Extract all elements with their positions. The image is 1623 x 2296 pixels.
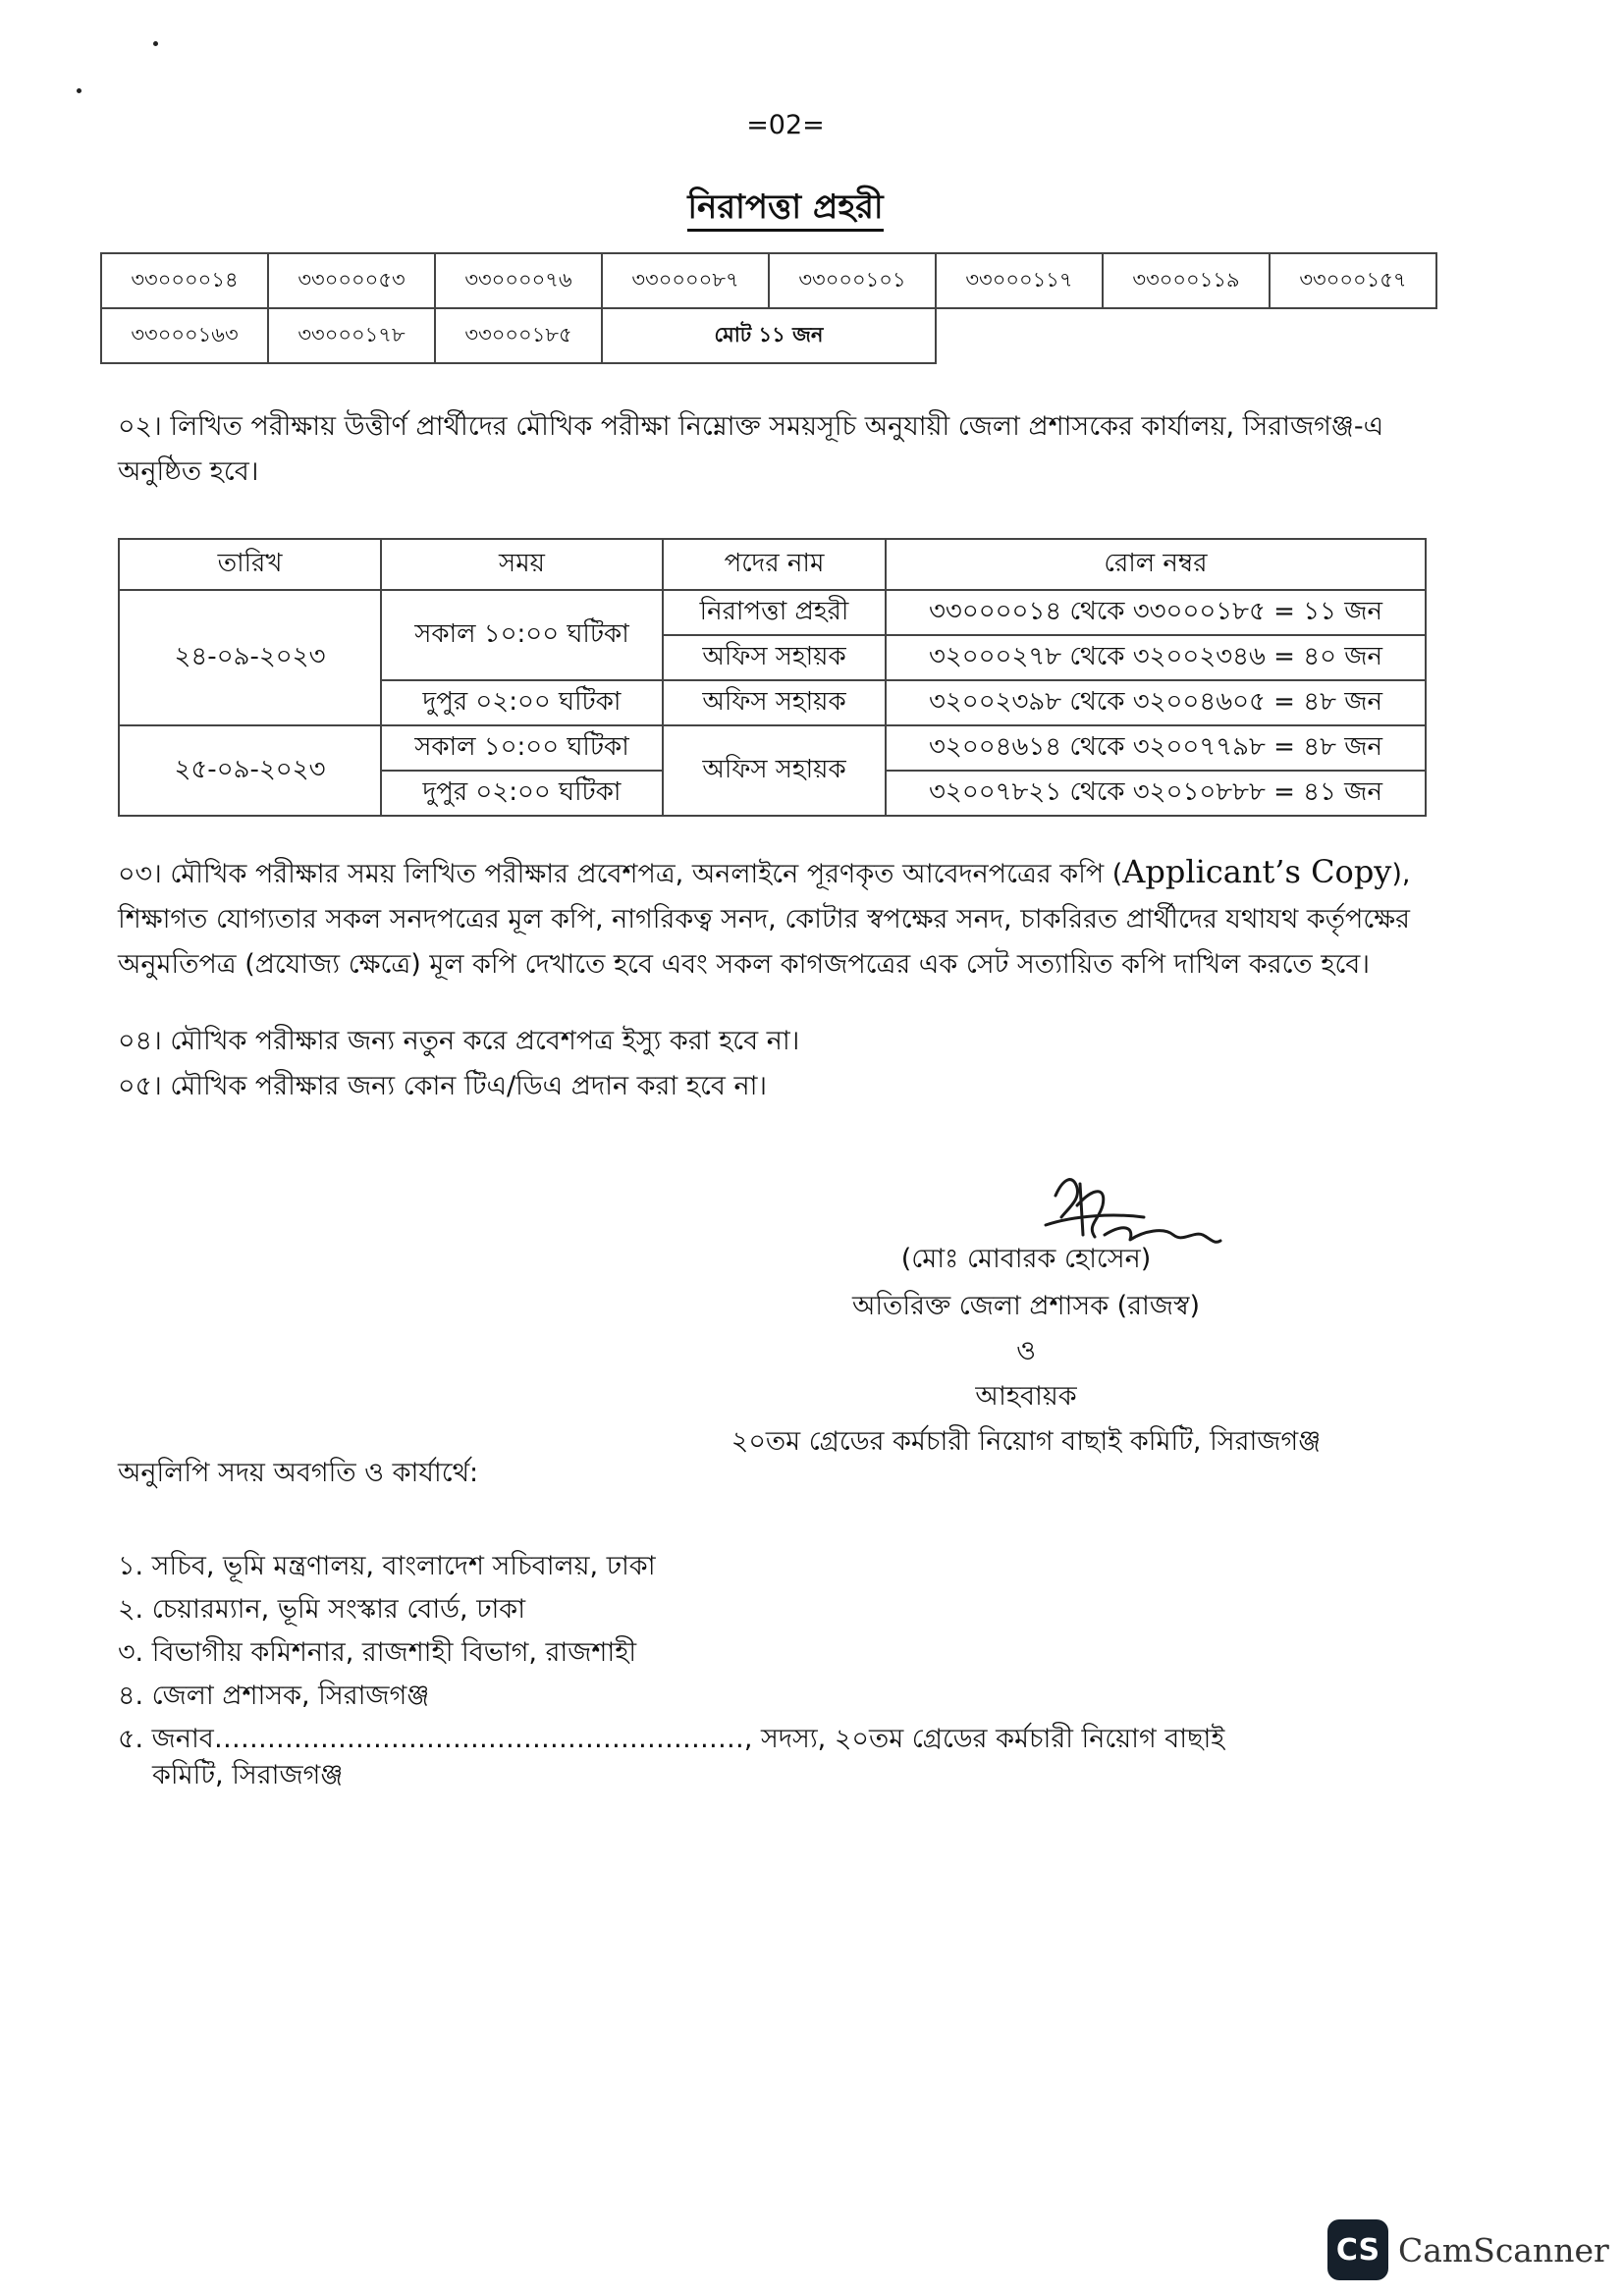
roll-number-cell: ৩৩০০০১০১ xyxy=(769,253,936,308)
roll-grid-row xyxy=(101,253,1436,308)
schedule-post: নিরাপত্তা প্রহরী xyxy=(663,590,886,635)
scan-speck xyxy=(77,88,81,93)
camscanner-watermark xyxy=(1327,2220,1609,2279)
schedule-roll-range: ৩২০০৭৮২১ থেকে ৩২০১০৮৮৮ = ৪১ জন xyxy=(886,771,1426,816)
schedule-row xyxy=(119,725,1426,771)
roll-number-cell: ৩৩০০০১৫৭ xyxy=(1270,253,1436,308)
signatory-and: ও xyxy=(1016,1336,1036,1366)
camscanner-text: CamScanner xyxy=(1398,2230,1609,2269)
copy-list-item: ৩. বিভাগীয় কমিশনার, রাজশাহী বিভাগ, রাজশাহী xyxy=(118,1637,637,1668)
roll-number-cell: ৩৩০০০০৮৭ xyxy=(602,253,769,308)
signatory-designation: অতিরিক্ত জেলা প্রশাসক (রাজস্ব) xyxy=(852,1291,1200,1321)
header-post: পদের নাম xyxy=(663,539,886,590)
schedule-roll-range: ৩৩০০০০১৪ থেকে ৩৩০০০১৮৫ = ১১ জন xyxy=(886,590,1426,635)
empty-cell xyxy=(1103,308,1270,363)
roll-number-cell: ৩৩০০০১৮৫ xyxy=(435,308,602,363)
schedule-time: সকাল ১০:০০ ঘটিকা xyxy=(381,725,663,771)
header-roll: রোল নম্বর xyxy=(886,539,1426,590)
signatory-role: আহবায়ক xyxy=(975,1381,1077,1412)
signatory-name: (মোঃ মোবারক হোসেন) xyxy=(900,1244,1152,1274)
roll-number-cell: ৩৩০০০১১৭ xyxy=(936,253,1103,308)
roll-number-cell: ৩৩০০০১১৯ xyxy=(1103,253,1270,308)
section-title-text: নিরাপত্তা প্রহরী xyxy=(687,187,883,232)
viva-schedule-table xyxy=(118,538,1427,817)
paragraph-03-part1: ০৩। মৌখিক পরীক্ষার সময় লিখিত পরীক্ষার প্রবেশপত্র, অনলাইনে পূরণকৃত আবেদনপত্রের কপি ( xyxy=(118,859,1123,889)
scan-speck xyxy=(153,41,158,46)
roll-total-cell: মোট ১১ জন xyxy=(602,308,936,363)
signatory-committee: ২০তম গ্রেডের কর্মচারী নিয়োগ বাছাই কমিটি, সিরাজগঞ্জ xyxy=(730,1426,1322,1457)
roll-number-grid xyxy=(100,252,1437,364)
schedule-time: দুপুর ০২:০০ ঘটিকা xyxy=(381,771,663,816)
copy-list-item: ২. চেয়ারম্যান, ভূমি সংস্কার বোর্ড, ঢাকা xyxy=(118,1594,526,1625)
schedule-post: অফিস সহায়ক xyxy=(663,635,886,680)
copy-list-item: ১. সচিব, ভূমি মন্ত্রণালয়, বাংলাদেশ সচিবালয়, ঢাকা xyxy=(118,1551,656,1581)
camscanner-logo-icon: CS xyxy=(1327,2219,1388,2280)
copy-list-item: ৫. জনাব……………………………………………………, সদস্য, ২০তম গ্রেডের কর্মচারী নিয়োগ বাছাই xyxy=(118,1724,1225,1754)
roll-number-cell: ৩৩০০০১৬৩ xyxy=(101,308,268,363)
paragraph-02: ০২। লিখিত পরীক্ষায় উত্তীর্ণ প্রার্থীদের মৌখিক পরীক্ষা নিম্নোক্ত সময়সূচি অনুযায়ী জেলা প্রশাসকের কার্যালয়, সিরাজগঞ্জ-এ অনুষ্ঠিত হবে। xyxy=(118,411,1384,487)
schedule-time: দুপুর ০২:০০ ঘটিকা xyxy=(381,680,663,725)
schedule-header-row xyxy=(119,539,1426,590)
roll-number-cell: ৩৩০০০০১৪ xyxy=(101,253,268,308)
paragraph-04: ০৪। মৌখিক পরীক্ষার জন্য নতুন করে প্রবেশপত্র ইস্যু করা হবে না। xyxy=(118,1026,800,1056)
header-date: তারিখ xyxy=(119,539,381,590)
section-title xyxy=(0,182,1571,238)
header-time: সময় xyxy=(381,539,663,590)
copy-list-item: ৪. জেলা প্রশাসক, সিরাজগঞ্জ xyxy=(118,1681,430,1711)
schedule-roll-range: ৩২০০২৩৯৮ থেকে ৩২০০৪৬০৫ = ৪৮ জন xyxy=(886,680,1426,725)
schedule-date: ২৪-০৯-২০২৩ xyxy=(119,590,381,725)
roll-number-cell: ৩৩০০০১৭৮ xyxy=(268,308,435,363)
schedule-row xyxy=(119,590,1426,635)
schedule-post: অফিস সহায়ক xyxy=(663,680,886,725)
empty-cell xyxy=(936,308,1103,363)
paragraph-05: ০৫। মৌখিক পরীক্ষার জন্য কোন টিএ/ডিএ প্রদান করা হবে না। xyxy=(118,1071,768,1101)
page-number: =02= xyxy=(746,110,825,140)
copy-heading: অনুলিপি সদয় অবগতি ও কার্যার্থে: xyxy=(118,1458,479,1488)
roll-grid-row xyxy=(101,308,1436,363)
paragraph-03-part2: ), শিক্ষাগত যোগ্যতার সকল সনদপত্রের মূল কপি, নাগরিকত্ব সনদ, কোটার স্বপক্ষের সনদ, চাকরিরত প্রার্থীদের যথাযথ কর্তৃপক্ষের অনুমতিপত্র (প্রযোজ্য ক্ষেত্রে) মূল কপি দেখাতে হবে এবং সকল কাগজপত্রের এক সেট সত্যায়িত কপি দাখিল করতে হবে। xyxy=(118,859,1411,980)
schedule-roll-range: ৩২০০৪৬১৪ থেকে ৩২০০৭৭৯৮ = ৪৮ জন xyxy=(886,725,1426,771)
empty-cell xyxy=(1270,308,1436,363)
schedule-post: অফিস সহায়ক xyxy=(663,725,886,816)
schedule-date: ২৫-০৯-২০২৩ xyxy=(119,725,381,816)
schedule-time: সকাল ১০:০০ ঘটিকা xyxy=(381,590,663,680)
schedule-roll-range: ৩২০০০২৭৮ থেকে ৩২০০২৩৪৬ = ৪০ জন xyxy=(886,635,1426,680)
roll-number-cell: ৩৩০০০০৭৬ xyxy=(435,253,602,308)
copy-list-item-continuation: কমিটি, সিরাজগঞ্জ xyxy=(152,1760,344,1790)
paragraph-03 xyxy=(118,849,1453,988)
applicants-copy-text: Applicant’s Copy xyxy=(1122,853,1392,890)
roll-number-cell: ৩৩০০০০৫৩ xyxy=(268,253,435,308)
